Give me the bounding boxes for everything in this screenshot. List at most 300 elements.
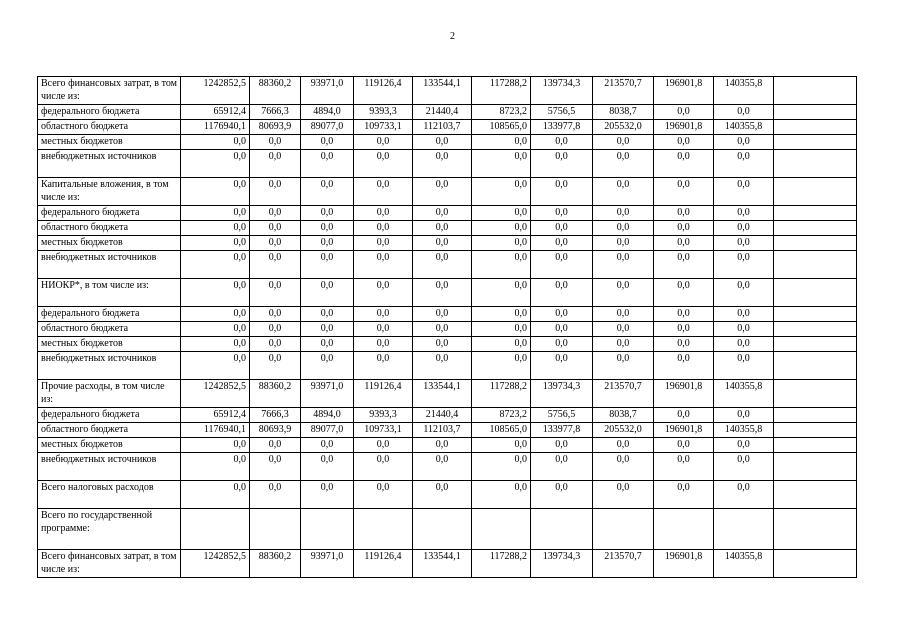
value-cell: 0,0 <box>714 307 774 322</box>
value-cell: 0,0 <box>531 221 593 236</box>
value-cell: 0,0 <box>714 337 774 352</box>
value-cell: 7666,3 <box>250 408 301 423</box>
value-cell: 0,0 <box>354 150 413 178</box>
value-cell <box>774 307 857 322</box>
row-label: Всего налоговых расходов <box>38 481 181 509</box>
value-cell <box>774 135 857 150</box>
value-cell: 0,0 <box>531 279 593 307</box>
value-cell: 0,0 <box>714 322 774 337</box>
value-cell: 0,0 <box>531 251 593 279</box>
value-cell: 89077,0 <box>301 120 354 135</box>
value-cell: 0,0 <box>531 352 593 380</box>
value-cell: 133544,1 <box>413 550 472 578</box>
table-row <box>38 438 857 453</box>
value-cell: 196901,8 <box>654 380 714 408</box>
value-cell: 0,0 <box>354 206 413 221</box>
value-cell: 0,0 <box>472 337 531 352</box>
value-cell: 0,0 <box>472 438 531 453</box>
value-cell <box>774 423 857 438</box>
value-cell: 88360,2 <box>250 77 301 105</box>
value-cell: 0,0 <box>472 206 531 221</box>
value-cell <box>354 509 413 550</box>
value-cell: 0,0 <box>250 251 301 279</box>
value-cell <box>774 279 857 307</box>
value-cell <box>774 221 857 236</box>
value-cell: 0,0 <box>301 251 354 279</box>
value-cell: 0,0 <box>593 337 654 352</box>
value-cell: 21440,4 <box>413 105 472 120</box>
value-cell: 108565,0 <box>472 423 531 438</box>
value-cell: 0,0 <box>354 135 413 150</box>
value-cell: 0,0 <box>472 150 531 178</box>
value-cell: 0,0 <box>472 307 531 322</box>
value-cell: 65912,4 <box>181 105 250 120</box>
value-cell: 0,0 <box>472 322 531 337</box>
value-cell: 0,0 <box>654 481 714 509</box>
table-row <box>38 135 857 150</box>
table-row <box>38 221 857 236</box>
value-cell: 0,0 <box>714 251 774 279</box>
value-cell: 0,0 <box>654 178 714 206</box>
value-cell: 0,0 <box>354 236 413 251</box>
value-cell: 213570,7 <box>593 380 654 408</box>
value-cell: 205532,0 <box>593 120 654 135</box>
value-cell <box>774 337 857 352</box>
value-cell: 0,0 <box>301 453 354 481</box>
value-cell <box>774 380 857 408</box>
value-cell: 0,0 <box>354 307 413 322</box>
value-cell: 140355,8 <box>714 550 774 578</box>
value-cell: 205532,0 <box>593 423 654 438</box>
table-row <box>38 251 857 279</box>
value-cell: 133544,1 <box>413 380 472 408</box>
value-cell: 0,0 <box>413 438 472 453</box>
value-cell <box>774 408 857 423</box>
value-cell: 0,0 <box>654 150 714 178</box>
table-row <box>38 380 857 408</box>
page-number: 2 <box>450 31 455 42</box>
row-label: федерального бюджета <box>38 408 181 423</box>
value-cell: 0,0 <box>181 279 250 307</box>
table-row <box>38 236 857 251</box>
value-cell: 0,0 <box>250 453 301 481</box>
value-cell: 0,0 <box>472 352 531 380</box>
value-cell: 133977,8 <box>531 423 593 438</box>
value-cell: 119126,4 <box>354 77 413 105</box>
value-cell: 0,0 <box>593 352 654 380</box>
value-cell: 65912,4 <box>181 408 250 423</box>
table-row <box>38 337 857 352</box>
value-cell: 0,0 <box>593 279 654 307</box>
value-cell: 117288,2 <box>472 550 531 578</box>
value-cell: 8723,2 <box>472 105 531 120</box>
value-cell: 0,0 <box>301 150 354 178</box>
value-cell <box>774 105 857 120</box>
value-cell <box>774 453 857 481</box>
value-cell: 0,0 <box>531 337 593 352</box>
value-cell: 0,0 <box>654 453 714 481</box>
value-cell <box>654 509 714 550</box>
row-label: федерального бюджета <box>38 105 181 120</box>
value-cell <box>774 352 857 380</box>
value-cell: 0,0 <box>531 322 593 337</box>
value-cell: 0,0 <box>181 251 250 279</box>
value-cell: 0,0 <box>413 337 472 352</box>
value-cell: 0,0 <box>531 206 593 221</box>
value-cell: 0,0 <box>714 453 774 481</box>
value-cell: 140355,8 <box>714 380 774 408</box>
row-label: областного бюджета <box>38 120 181 135</box>
row-label: внебюджетных источников <box>38 251 181 279</box>
value-cell: 0,0 <box>181 453 250 481</box>
value-cell: 1176940,1 <box>181 120 250 135</box>
value-cell: 0,0 <box>714 481 774 509</box>
value-cell: 0,0 <box>531 236 593 251</box>
row-label: внебюджетных источников <box>38 453 181 481</box>
table-row <box>38 120 857 135</box>
value-cell: 0,0 <box>531 438 593 453</box>
value-cell: 0,0 <box>181 150 250 178</box>
row-label: местных бюджетов <box>38 438 181 453</box>
value-cell: 21440,4 <box>413 408 472 423</box>
value-cell: 0,0 <box>181 221 250 236</box>
value-cell: 9393,3 <box>354 408 413 423</box>
value-cell: 140355,8 <box>714 120 774 135</box>
value-cell: 0,0 <box>593 150 654 178</box>
value-cell: 0,0 <box>714 178 774 206</box>
table-row <box>38 206 857 221</box>
value-cell: 0,0 <box>593 206 654 221</box>
value-cell: 0,0 <box>714 150 774 178</box>
value-cell: 0,0 <box>354 352 413 380</box>
value-cell: 0,0 <box>301 135 354 150</box>
value-cell: 0,0 <box>413 206 472 221</box>
value-cell: 0,0 <box>250 178 301 206</box>
value-cell <box>774 509 857 550</box>
row-label: внебюджетных источников <box>38 352 181 380</box>
value-cell: 0,0 <box>301 236 354 251</box>
value-cell: 0,0 <box>593 221 654 236</box>
value-cell: 0,0 <box>301 178 354 206</box>
value-cell: 0,0 <box>250 236 301 251</box>
value-cell: 0,0 <box>531 453 593 481</box>
value-cell: 0,0 <box>413 135 472 150</box>
value-cell: 0,0 <box>250 135 301 150</box>
value-cell: 0,0 <box>472 135 531 150</box>
value-cell: 5756,5 <box>531 408 593 423</box>
value-cell: 0,0 <box>472 279 531 307</box>
value-cell: 0,0 <box>413 322 472 337</box>
value-cell: 139734,3 <box>531 550 593 578</box>
value-cell: 0,0 <box>531 481 593 509</box>
table-row <box>38 453 857 481</box>
value-cell <box>774 150 857 178</box>
value-cell: 8038,7 <box>593 105 654 120</box>
value-cell: 117288,2 <box>472 380 531 408</box>
value-cell: 0,0 <box>181 307 250 322</box>
value-cell: 7666,3 <box>250 105 301 120</box>
table-row <box>38 509 857 550</box>
table-row <box>38 550 857 578</box>
value-cell: 0,0 <box>250 206 301 221</box>
value-cell: 0,0 <box>593 481 654 509</box>
value-cell: 0,0 <box>181 178 250 206</box>
value-cell <box>181 509 250 550</box>
value-cell <box>301 509 354 550</box>
value-cell: 0,0 <box>593 135 654 150</box>
value-cell: 213570,7 <box>593 77 654 105</box>
value-cell: 0,0 <box>354 279 413 307</box>
value-cell: 0,0 <box>354 453 413 481</box>
value-cell: 0,0 <box>301 206 354 221</box>
value-cell: 0,0 <box>714 206 774 221</box>
value-cell <box>593 509 654 550</box>
value-cell: 5756,5 <box>531 105 593 120</box>
value-cell: 0,0 <box>354 221 413 236</box>
table-row <box>38 77 857 105</box>
value-cell <box>774 236 857 251</box>
value-cell: 0,0 <box>472 453 531 481</box>
value-cell: 0,0 <box>593 438 654 453</box>
value-cell: 140355,8 <box>714 77 774 105</box>
value-cell: 0,0 <box>531 178 593 206</box>
value-cell: 213570,7 <box>593 550 654 578</box>
value-cell: 4894,0 <box>301 408 354 423</box>
row-label: местных бюджетов <box>38 135 181 150</box>
value-cell: 0,0 <box>413 221 472 236</box>
value-cell: 0,0 <box>301 352 354 380</box>
value-cell: 139734,3 <box>531 77 593 105</box>
value-cell: 0,0 <box>413 481 472 509</box>
value-cell: 0,0 <box>250 150 301 178</box>
table-row <box>38 279 857 307</box>
row-label: областного бюджета <box>38 423 181 438</box>
value-cell: 0,0 <box>413 453 472 481</box>
value-cell: 0,0 <box>354 438 413 453</box>
value-cell: 0,0 <box>354 322 413 337</box>
value-cell: 0,0 <box>354 337 413 352</box>
value-cell: 0,0 <box>250 438 301 453</box>
value-cell: 119126,4 <box>354 380 413 408</box>
value-cell: 0,0 <box>301 337 354 352</box>
value-cell: 0,0 <box>250 352 301 380</box>
value-cell: 0,0 <box>354 178 413 206</box>
value-cell <box>472 509 531 550</box>
budget-table <box>37 76 857 578</box>
value-cell <box>774 120 857 135</box>
value-cell: 0,0 <box>250 307 301 322</box>
row-label: Всего финансовых затрат, в том числе из: <box>38 77 181 105</box>
row-label: Всего финансовых затрат, в том числе из: <box>38 550 181 578</box>
value-cell: 0,0 <box>413 178 472 206</box>
value-cell: 0,0 <box>413 307 472 322</box>
value-cell: 0,0 <box>654 307 714 322</box>
value-cell: 93971,0 <box>301 550 354 578</box>
value-cell: 0,0 <box>531 135 593 150</box>
value-cell <box>714 509 774 550</box>
value-cell: 0,0 <box>181 438 250 453</box>
value-cell: 0,0 <box>472 221 531 236</box>
value-cell: 0,0 <box>472 251 531 279</box>
value-cell: 0,0 <box>413 251 472 279</box>
value-cell: 0,0 <box>354 481 413 509</box>
value-cell <box>774 206 857 221</box>
row-label: Прочие расходы, в том числе из: <box>38 380 181 408</box>
value-cell: 133544,1 <box>413 77 472 105</box>
value-cell: 119126,4 <box>354 550 413 578</box>
value-cell: 0,0 <box>714 352 774 380</box>
row-label: Капитальные вложения, в том числе из: <box>38 178 181 206</box>
value-cell: 0,0 <box>181 322 250 337</box>
value-cell: 0,0 <box>654 337 714 352</box>
value-cell: 0,0 <box>301 481 354 509</box>
row-label: федерального бюджета <box>38 307 181 322</box>
value-cell: 0,0 <box>531 150 593 178</box>
value-cell: 1242852,5 <box>181 550 250 578</box>
value-cell <box>774 438 857 453</box>
value-cell: 133977,8 <box>531 120 593 135</box>
value-cell <box>413 509 472 550</box>
table-row <box>38 150 857 178</box>
value-cell: 112103,7 <box>413 120 472 135</box>
value-cell: 0,0 <box>714 438 774 453</box>
value-cell: 80693,9 <box>250 120 301 135</box>
value-cell: 0,0 <box>354 251 413 279</box>
value-cell <box>774 251 857 279</box>
value-cell: 89077,0 <box>301 423 354 438</box>
row-label: федерального бюджета <box>38 206 181 221</box>
value-cell: 0,0 <box>250 481 301 509</box>
value-cell: 9393,3 <box>354 105 413 120</box>
value-cell: 0,0 <box>654 322 714 337</box>
value-cell: 112103,7 <box>413 423 472 438</box>
value-cell: 0,0 <box>301 438 354 453</box>
value-cell: 117288,2 <box>472 77 531 105</box>
value-cell: 196901,8 <box>654 120 714 135</box>
value-cell: 0,0 <box>531 307 593 322</box>
value-cell: 0,0 <box>413 352 472 380</box>
value-cell: 0,0 <box>593 178 654 206</box>
value-cell <box>774 550 857 578</box>
value-cell: 0,0 <box>413 279 472 307</box>
value-cell: 0,0 <box>654 279 714 307</box>
table-row <box>38 481 857 509</box>
value-cell: 196901,8 <box>654 550 714 578</box>
row-label: областного бюджета <box>38 322 181 337</box>
value-cell: 88360,2 <box>250 380 301 408</box>
value-cell: 0,0 <box>250 337 301 352</box>
value-cell: 0,0 <box>181 206 250 221</box>
value-cell: 0,0 <box>714 279 774 307</box>
value-cell: 4894,0 <box>301 105 354 120</box>
value-cell: 0,0 <box>654 408 714 423</box>
value-cell: 0,0 <box>654 438 714 453</box>
value-cell: 0,0 <box>654 251 714 279</box>
table-row <box>38 322 857 337</box>
value-cell: 88360,2 <box>250 550 301 578</box>
value-cell: 1176940,1 <box>181 423 250 438</box>
value-cell: 8723,2 <box>472 408 531 423</box>
value-cell <box>774 322 857 337</box>
value-cell <box>774 77 857 105</box>
value-cell: 0,0 <box>714 408 774 423</box>
value-cell: 0,0 <box>593 307 654 322</box>
value-cell: 0,0 <box>654 221 714 236</box>
value-cell: 196901,8 <box>654 423 714 438</box>
row-label: областного бюджета <box>38 221 181 236</box>
value-cell: 0,0 <box>472 236 531 251</box>
value-cell: 0,0 <box>472 481 531 509</box>
value-cell: 0,0 <box>593 453 654 481</box>
value-cell: 1242852,5 <box>181 380 250 408</box>
value-cell: 0,0 <box>181 337 250 352</box>
value-cell <box>774 481 857 509</box>
value-cell: 0,0 <box>472 178 531 206</box>
row-label: НИОКР*, в том числе из: <box>38 279 181 307</box>
value-cell: 0,0 <box>413 236 472 251</box>
value-cell: 109733,1 <box>354 423 413 438</box>
value-cell: 0,0 <box>654 135 714 150</box>
table-row <box>38 408 857 423</box>
row-label: внебюджетных источников <box>38 150 181 178</box>
value-cell: 139734,3 <box>531 380 593 408</box>
value-cell: 109733,1 <box>354 120 413 135</box>
value-cell: 0,0 <box>301 307 354 322</box>
value-cell: 0,0 <box>181 352 250 380</box>
value-cell: 0,0 <box>250 221 301 236</box>
row-label: Всего по государственной программе: <box>38 509 181 550</box>
value-cell: 1242852,5 <box>181 77 250 105</box>
value-cell: 0,0 <box>714 221 774 236</box>
value-cell: 0,0 <box>181 236 250 251</box>
value-cell: 0,0 <box>714 236 774 251</box>
value-cell: 0,0 <box>413 150 472 178</box>
value-cell: 80693,9 <box>250 423 301 438</box>
value-cell: 0,0 <box>593 251 654 279</box>
value-cell: 0,0 <box>301 221 354 236</box>
value-cell: 0,0 <box>181 135 250 150</box>
value-cell: 0,0 <box>301 279 354 307</box>
value-cell: 0,0 <box>714 135 774 150</box>
value-cell: 0,0 <box>301 322 354 337</box>
value-cell <box>250 509 301 550</box>
value-cell: 0,0 <box>714 105 774 120</box>
value-cell: 108565,0 <box>472 120 531 135</box>
value-cell: 93971,0 <box>301 77 354 105</box>
row-label: местных бюджетов <box>38 337 181 352</box>
table-row <box>38 423 857 438</box>
value-cell: 0,0 <box>593 322 654 337</box>
table-row <box>38 352 857 380</box>
value-cell: 0,0 <box>250 322 301 337</box>
value-cell: 0,0 <box>654 105 714 120</box>
value-cell: 8038,7 <box>593 408 654 423</box>
value-cell <box>531 509 593 550</box>
value-cell: 0,0 <box>181 481 250 509</box>
row-label: местных бюджетов <box>38 236 181 251</box>
value-cell: 93971,0 <box>301 380 354 408</box>
table-row <box>38 178 857 206</box>
value-cell <box>774 178 857 206</box>
value-cell: 0,0 <box>654 206 714 221</box>
value-cell: 196901,8 <box>654 77 714 105</box>
value-cell: 0,0 <box>654 236 714 251</box>
value-cell: 140355,8 <box>714 423 774 438</box>
value-cell: 0,0 <box>654 352 714 380</box>
value-cell: 0,0 <box>250 279 301 307</box>
value-cell: 0,0 <box>593 236 654 251</box>
table-row <box>38 105 857 120</box>
